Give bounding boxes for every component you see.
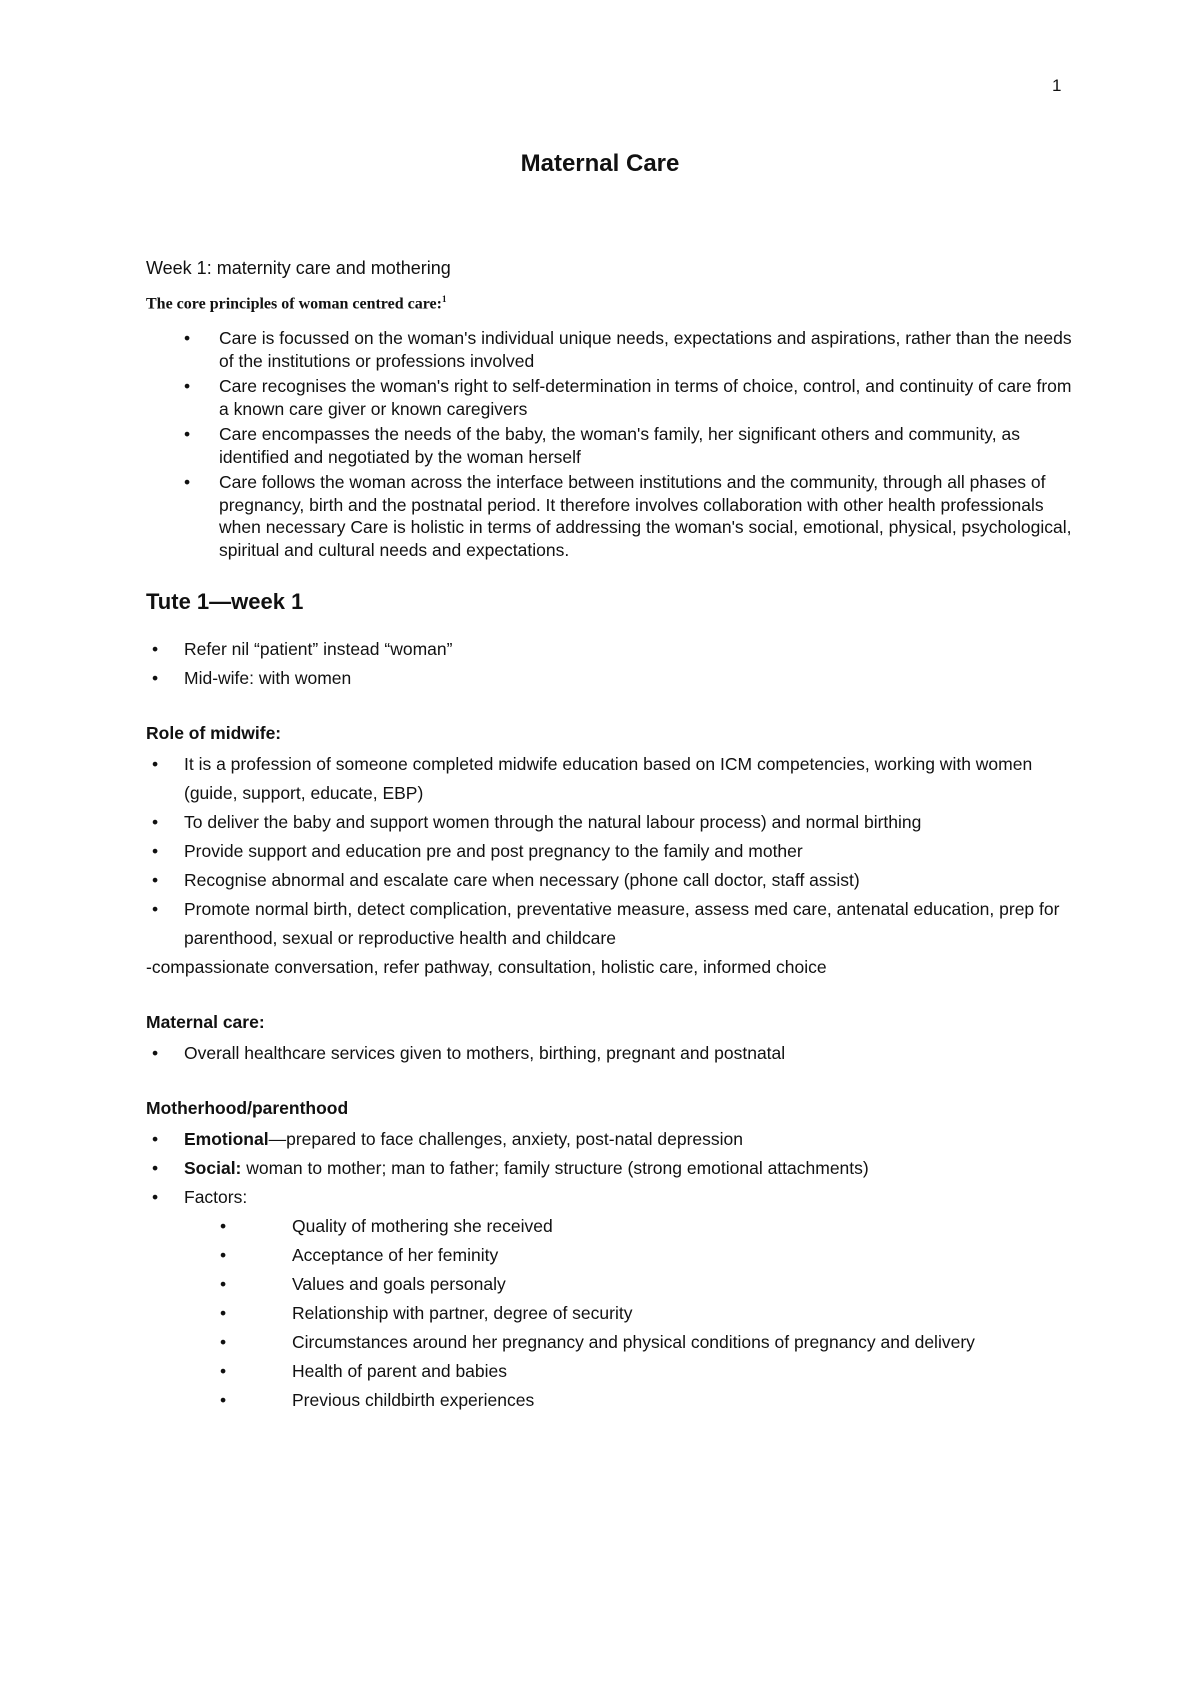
- emotional-label: Emotional: [184, 1129, 269, 1150]
- list-item: • It is a profession of someone completed midwife education based on ICM competencies, working with women (guide, support, educate, EBP): [146, 750, 1076, 808]
- list-item: • Promote normal birth, detect complication, preventative measure, assess med care, antenatal education, prep for parenthood, sexual or reproductive health and childcare: [146, 895, 1076, 953]
- maternal-care-list: [146, 1039, 1076, 1068]
- bullet-icon: •: [152, 812, 159, 833]
- role-of-midwife-heading: Role of midwife:: [146, 723, 282, 744]
- page-number: 1: [1052, 76, 1062, 95]
- core-principles-heading: The core principles of woman centred care:$^1$: [146, 294, 447, 313]
- document-title: Maternal Care: [520, 150, 680, 177]
- list-item: • Circumstances around her pregnancy and physical conditions of pregnancy and delivery: [146, 1328, 1076, 1357]
- list-item: • Previous childbirth experiences: [146, 1386, 1076, 1415]
- list-item: • To deliver the baby and support women through the natural labour process) and normal birthing: [146, 808, 1076, 837]
- bullet-icon: •: [152, 841, 159, 862]
- bullet-icon: •: [152, 1043, 159, 1064]
- role-of-midwife-list: [146, 750, 1076, 953]
- motherhood-heading: Motherhood/parenthood: [146, 1098, 349, 1119]
- list-item: • Quality of mothering she received: [146, 1212, 1076, 1241]
- document-body: [146, 256, 1076, 1415]
- list-item: • Care is focussed on the woman's individual unique needs, expectations and aspirations, rather than the needs of the institutions or professions involved: [184, 328, 1072, 371]
- bullet-icon: •: [152, 668, 159, 689]
- footnote-mark: 1: [441, 294, 447, 304]
- bullet-icon: •: [152, 639, 159, 660]
- tute-heading: Tute 1—week 1: [146, 589, 304, 615]
- list-item: • Social: woman to mother; man to father; family structure (strong emotional attachments): [146, 1154, 1076, 1183]
- list-item: • Relationship with partner, degree of security: [146, 1299, 1076, 1328]
- list-item: • Provide support and education pre and post pregnancy to the family and mother: [146, 837, 1076, 866]
- list-item: • Emotional—prepared to face challenges, anxiety, post-natal depression: [146, 1125, 1076, 1154]
- bullet-icon: •: [220, 1390, 227, 1411]
- bullet-icon: •: [152, 1187, 159, 1208]
- tute-list: [146, 635, 1076, 693]
- bullet-icon: •: [220, 1303, 227, 1324]
- list-item: • Overall healthcare services given to mothers, birthing, pregnant and postnatal: [146, 1039, 1076, 1068]
- bullet-icon: •: [220, 1274, 227, 1295]
- bullet-icon: •: [184, 328, 191, 349]
- social-label: Social:: [184, 1158, 242, 1179]
- list-item: • Care follows the woman across the interface between institutions and the community, through all phases of pregnancy, birth and the postnatal period. It therefore involves collaboration with other health professionals when necessary Care is holistic in terms of addressing the woman's social, emotional, physical, psychological, spiritual and cultural needs and expectations.: [184, 472, 1072, 560]
- list-item: • Acceptance of her feminity: [146, 1241, 1076, 1270]
- bullet-icon: •: [184, 424, 191, 445]
- list-item: • Refer nil “patient” instead “woman”: [146, 635, 1076, 664]
- bullet-icon: •: [152, 870, 159, 891]
- bullet-icon: •: [152, 754, 159, 775]
- bullet-icon: •: [152, 1129, 159, 1150]
- midwife-extra-line: -compassionate conversation, refer pathway, consultation, holistic care, informed choice: [146, 957, 827, 978]
- bullet-icon: •: [152, 1158, 159, 1179]
- factors-list: [146, 1212, 1076, 1415]
- week-subtitle: Week 1: maternity care and mothering: [146, 258, 451, 278]
- bullet-icon: •: [220, 1361, 227, 1382]
- list-item: • Mid-wife: with women: [146, 664, 1076, 693]
- list-item: • Care recognises the woman's right to self-determination in terms of choice, control, and continuity of care from a known care giver or known caregivers: [184, 376, 1072, 419]
- bullet-icon: •: [184, 472, 191, 493]
- bullet-icon: •: [220, 1216, 227, 1237]
- maternal-care-heading: Maternal care:: [146, 1012, 265, 1033]
- list-item: • Care encompasses the needs of the baby, the woman's family, her significant others and community, as identified and negotiated by the woman herself: [184, 424, 1020, 467]
- list-item: • Factors:: [146, 1183, 1076, 1212]
- list-item: • Health of parent and babies: [146, 1357, 1076, 1386]
- bullet-icon: •: [152, 899, 159, 920]
- motherhood-list: [146, 1125, 1076, 1212]
- core-principles-list: [146, 327, 1076, 561]
- list-item: • Values and goals personaly: [146, 1270, 1076, 1299]
- bullet-icon: •: [220, 1332, 227, 1353]
- list-item: • Recognise abnormal and escalate care when necessary (phone call doctor, staff assist): [146, 866, 1076, 895]
- bullet-icon: •: [184, 376, 191, 397]
- bullet-icon: •: [220, 1245, 227, 1266]
